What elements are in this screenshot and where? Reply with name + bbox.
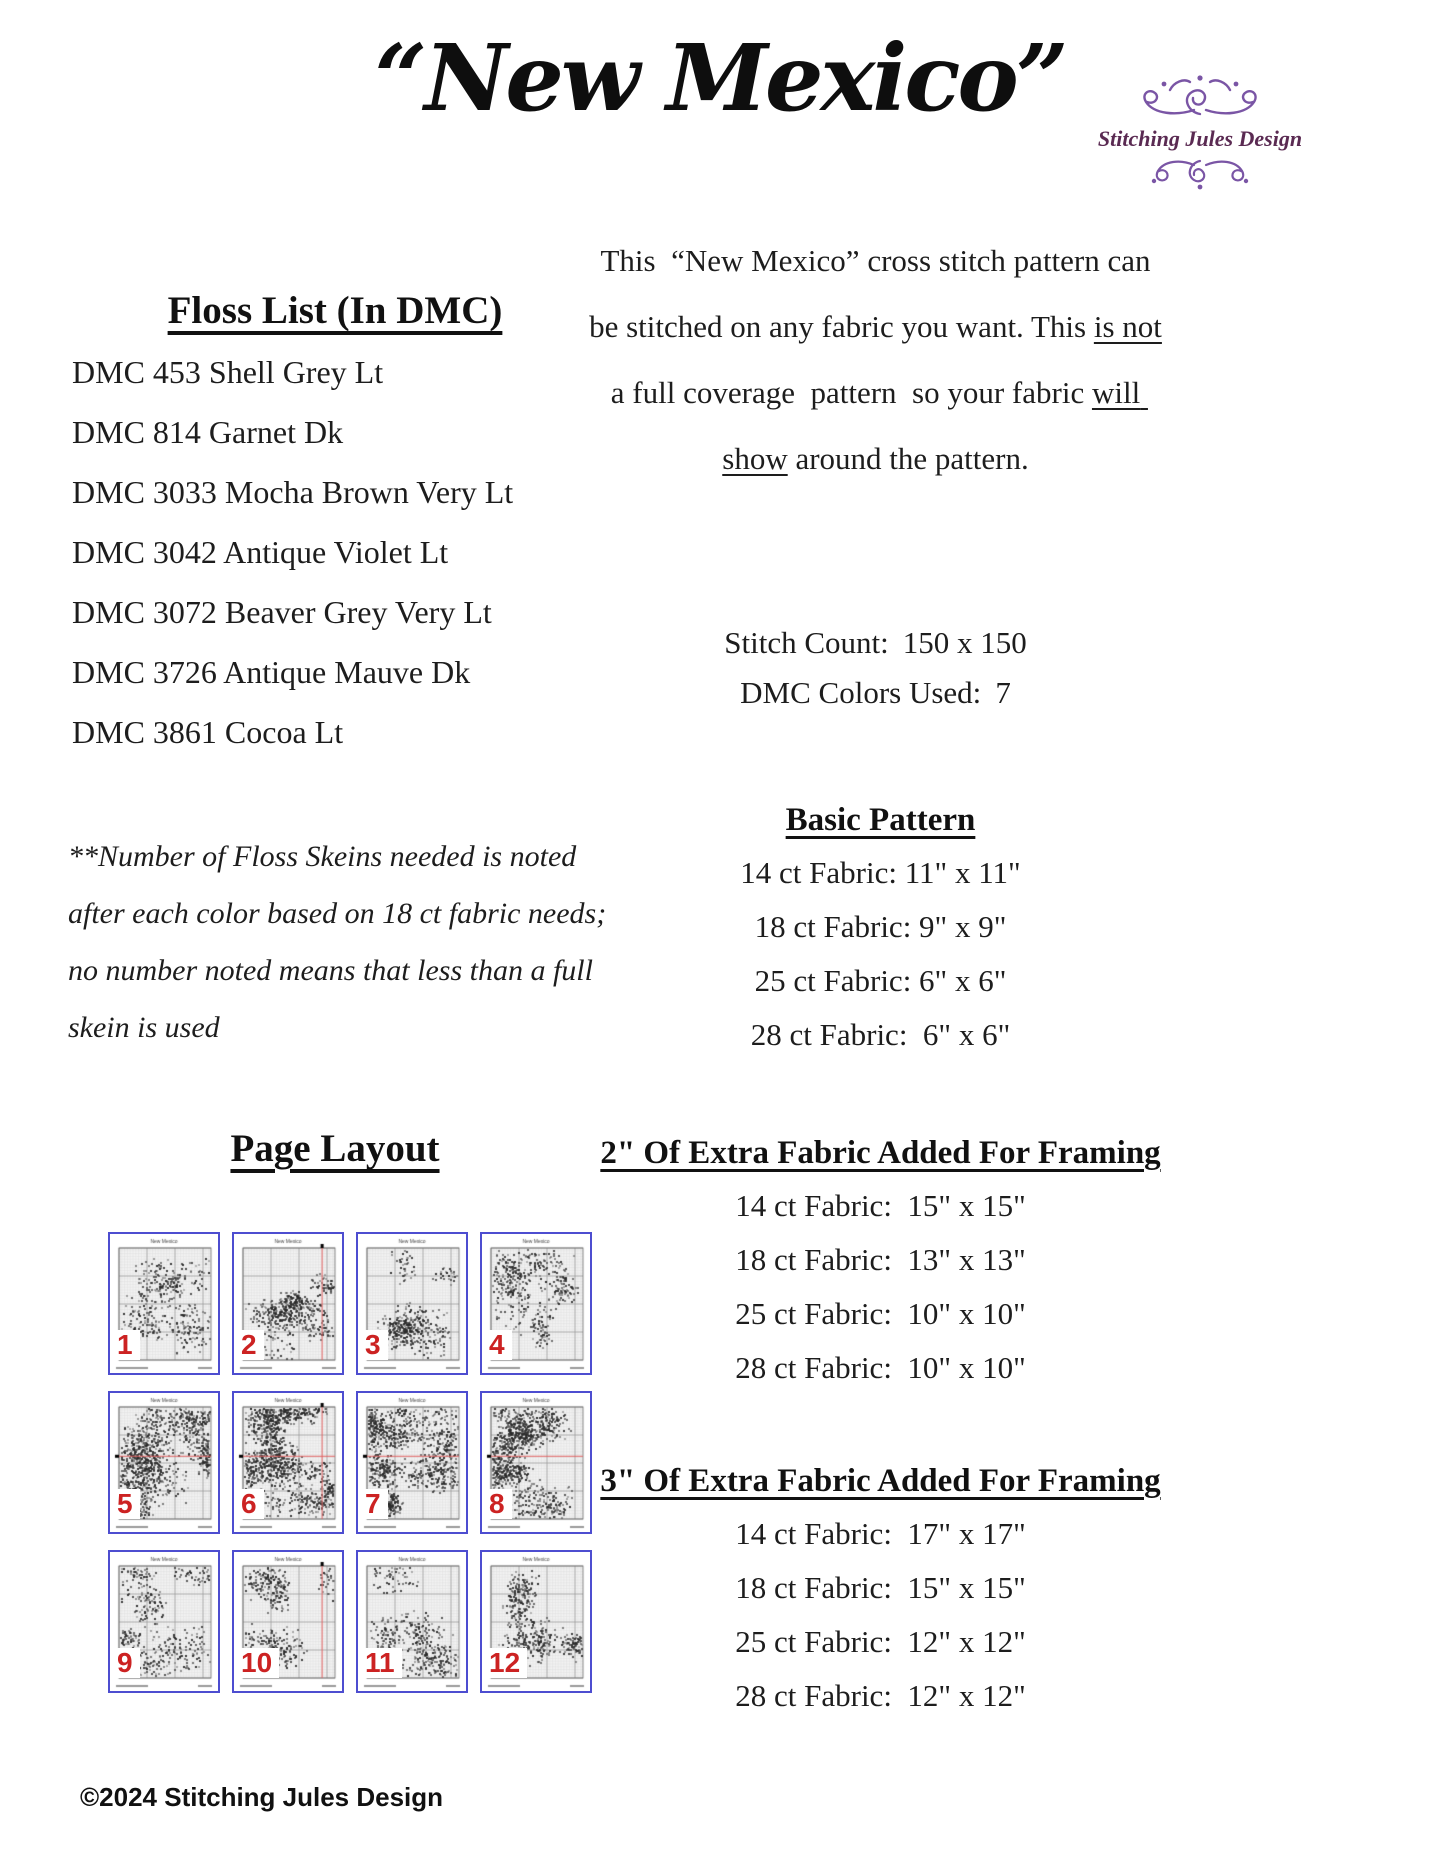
pattern-page-thumbnail xyxy=(480,1232,592,1375)
floss-item: DMC 3033 Mocha Brown Very Lt xyxy=(72,474,514,510)
brand-name: Stitching Jules Design xyxy=(1097,126,1303,151)
thumbnail-page-number: 2 xyxy=(239,1330,264,1360)
sizing-section-heading: Basic Pattern xyxy=(785,802,976,838)
thumbnail-page-number: 9 xyxy=(115,1648,140,1678)
pattern-page-thumbnail xyxy=(232,1232,344,1375)
copyright: ©2024 Stitching Jules Design xyxy=(80,1782,444,1812)
pattern-page-thumbnail xyxy=(356,1550,468,1693)
thumbnail-page-number: 3 xyxy=(363,1330,388,1360)
fabric-size-row: 18 ct Fabric: 15" x 15" xyxy=(735,1570,1026,1605)
pattern-page-thumbnail xyxy=(480,1550,592,1693)
fabric-size-row: 25 ct Fabric: 10" x 10" xyxy=(735,1296,1026,1331)
thumbnail-page-number: 10 xyxy=(239,1648,279,1678)
pattern-page-thumbnail xyxy=(108,1550,220,1693)
floss-item: DMC 3072 Beaver Grey Very Lt xyxy=(72,594,492,630)
pattern-page-thumbnail xyxy=(480,1391,592,1534)
colors-used-value: 7 xyxy=(995,675,1011,710)
fabric-size-row: 25 ct Fabric: 6" x 6" xyxy=(754,963,1007,998)
sizing-section xyxy=(588,798,1173,1062)
brand-logo xyxy=(1060,68,1340,197)
floss-item: DMC 3042 Antique Violet Lt xyxy=(72,534,449,570)
fabric-size-row: 14 ct Fabric: 15" x 15" xyxy=(735,1188,1026,1223)
thumbnail-page-number: 11 xyxy=(363,1648,402,1678)
thumbnail-page-number: 12 xyxy=(487,1648,527,1678)
sizing-section-heading: 2" Of Extra Fabric Added For Framing xyxy=(600,1135,1161,1171)
floss-item: DMC 453 Shell Grey Lt xyxy=(72,354,384,390)
pattern-page-thumbnail xyxy=(356,1232,468,1375)
description-text: around the pattern. xyxy=(787,441,1029,476)
thumbnail-page-number: 6 xyxy=(239,1489,264,1519)
underlined-phrase: is not xyxy=(1093,309,1162,344)
pattern-page-thumbnail xyxy=(108,1391,220,1534)
floss-list-heading: Floss List (In DMC) xyxy=(167,289,503,332)
pattern-page-thumbnail xyxy=(356,1391,468,1534)
fabric-size-row: 14 ct Fabric: 17" x 17" xyxy=(735,1516,1026,1551)
flourish-bottom-icon xyxy=(1130,153,1270,197)
fabric-size-row: 28 ct Fabric: 12" x 12" xyxy=(735,1678,1026,1713)
sizing-section xyxy=(588,1459,1173,1723)
stitch-count-value: 150 x 150 xyxy=(902,625,1027,660)
stitch-count-label: Stitch Count: xyxy=(724,625,889,660)
page-title: “New Mexico” xyxy=(374,24,1066,132)
thumbnail-page-number: 1 xyxy=(115,1330,140,1360)
colors-used-label: DMC Colors Used: xyxy=(740,675,982,710)
description-text: a full coverage pattern so your fabric xyxy=(610,309,1170,410)
page-layout-grid xyxy=(108,1232,592,1693)
pattern-page-thumbnail xyxy=(232,1391,344,1534)
pattern-counts xyxy=(588,618,1163,718)
fabric-size-row: 28 ct Fabric: 6" x 6" xyxy=(750,1017,1011,1052)
description-text: This “New Mexico” cross stitch pattern can be stitched on any fabric you want. This xyxy=(589,243,1159,344)
pattern-page-thumbnail xyxy=(232,1550,344,1693)
fabric-size-row: 14 ct Fabric: 11" x 11" xyxy=(740,855,1021,890)
colors-used-line xyxy=(588,668,1163,718)
stitch-count-line xyxy=(588,618,1163,668)
skein-note: **Number of Floss Skeins needed is noted after each color based on 18 ct fabric needs; no number noted means that less than a full skein is used xyxy=(68,840,607,1044)
sizing-section xyxy=(588,1131,1173,1395)
fabric-size-row: 18 ct Fabric: 9" x 9" xyxy=(754,909,1007,944)
floss-item: DMC 3726 Antique Mauve Dk xyxy=(72,654,471,690)
pattern-page-thumbnail xyxy=(108,1232,220,1375)
fabric-size-row: 28 ct Fabric: 10" x 10" xyxy=(735,1350,1026,1385)
thumbnail-page-number: 5 xyxy=(115,1489,140,1519)
sizing-section-heading: 3" Of Extra Fabric Added For Framing xyxy=(600,1463,1161,1499)
thumbnail-page-number: 8 xyxy=(487,1489,512,1519)
flourish-top-icon xyxy=(1110,68,1290,124)
underlined-phrase: will show xyxy=(722,375,1148,476)
fabric-size-row: 25 ct Fabric: 12" x 12" xyxy=(735,1624,1026,1659)
pattern-description xyxy=(588,228,1170,492)
floss-list xyxy=(72,342,612,762)
floss-item: DMC 814 Garnet Dk xyxy=(72,414,344,450)
thumbnail-page-number: 7 xyxy=(363,1489,388,1519)
fabric-size-row: 18 ct Fabric: 13" x 13" xyxy=(735,1242,1026,1277)
page-layout-heading: Page Layout xyxy=(230,1127,440,1170)
thumbnail-page-number: 4 xyxy=(487,1330,512,1360)
floss-item: DMC 3861 Cocoa Lt xyxy=(72,714,344,750)
